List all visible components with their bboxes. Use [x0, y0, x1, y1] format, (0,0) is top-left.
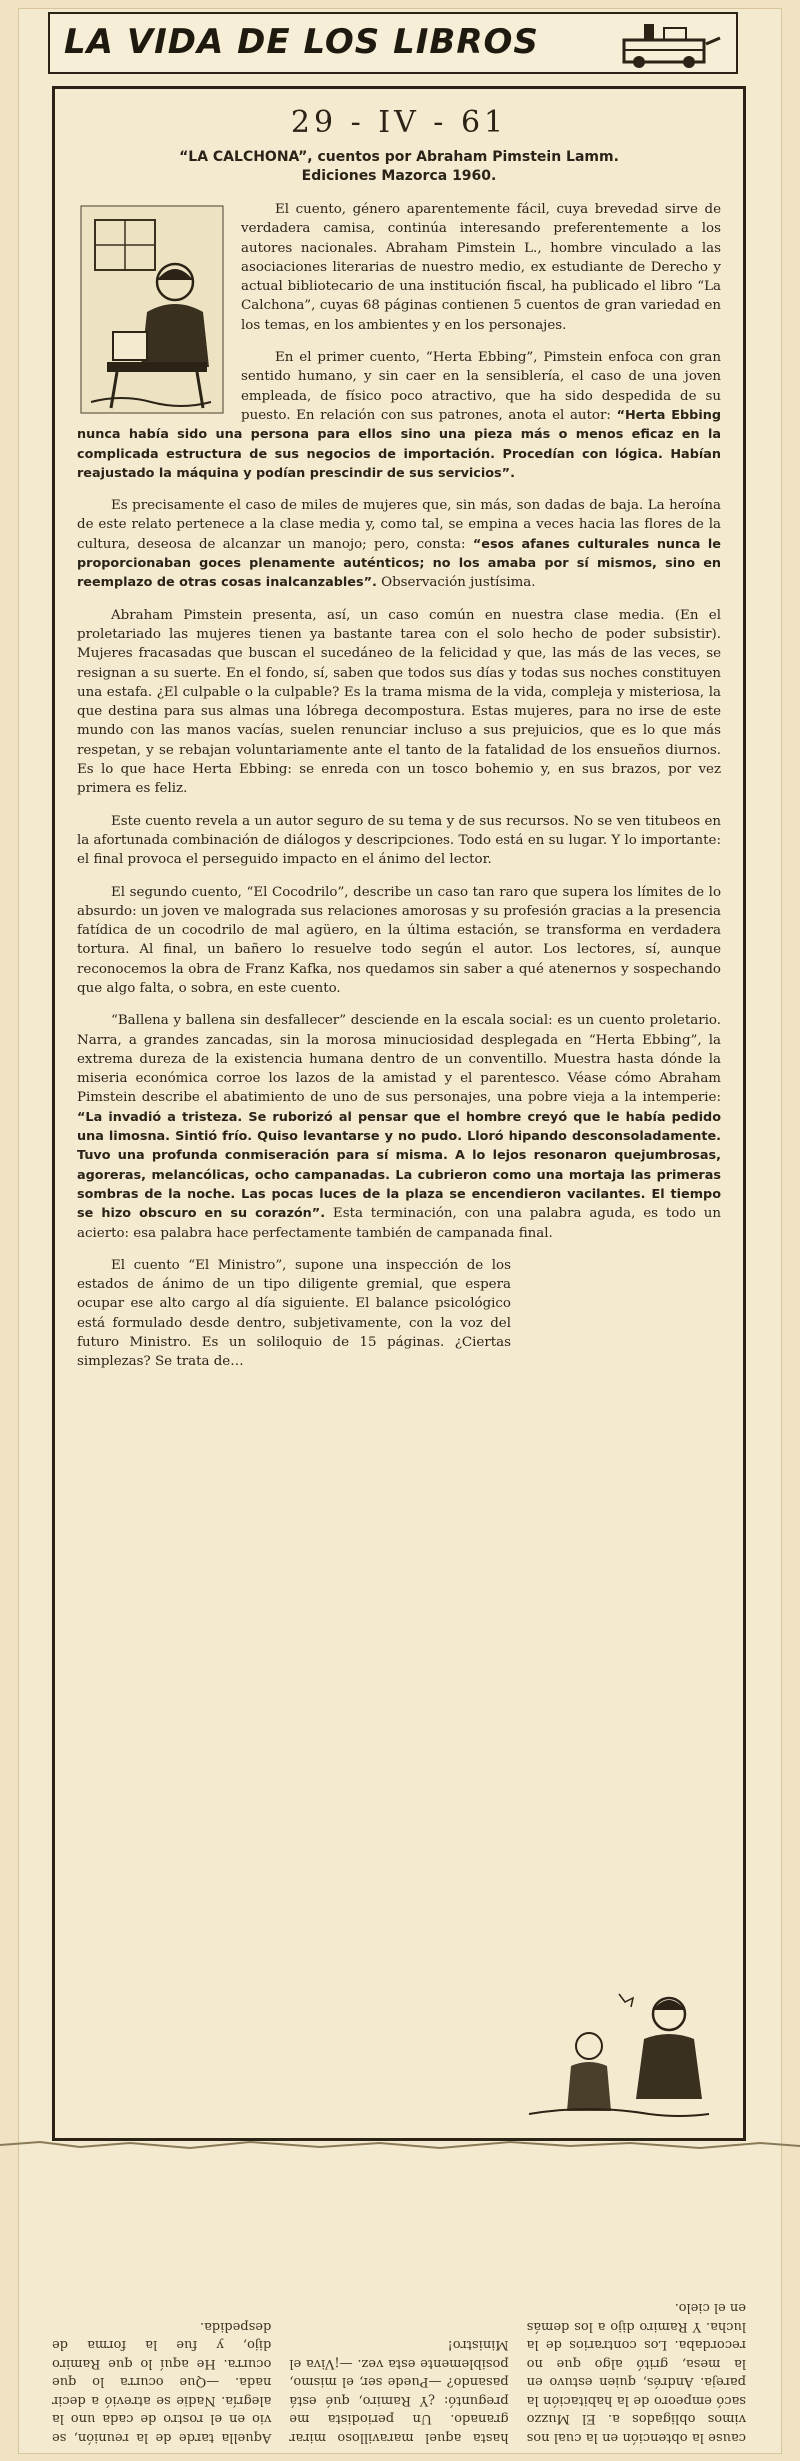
heading-line-1: “LA CALCHONA”, cuentos por Abraham Pimstein Lamm. — [179, 149, 619, 165]
heading-line-2: Ediciones Mazorca 1960. — [301, 168, 497, 184]
paragraph-6: El segundo cuento, “El Cocodrilo”, describe un caso tan raro que supera los límites de lo absurdo: un joven ve malograda sus relaciones amorosas y su profesión gracias a la presencia fatídica de un cocodrilo de mal agüero, en la última estación, se transforma en verdadera tortura. Al final, un bañero lo resuelve todo según el autor. Los lectores, sí, aunque reconocemos la obra de Franz Kafka, nos quedamos sin saber a qué atenernos y sospechando que algo falta, o sobra, en este cuento. — [77, 884, 721, 996]
article-date: 29 - IV - 61 — [290, 105, 508, 140]
figures-sketch-illustration — [519, 1984, 719, 2124]
paragraph-3 — [77, 496, 721, 592]
article-heading — [77, 148, 721, 186]
paragraph-7-quote: “La invadió a tristeza. Se ruborizó al pensar que el hombre creyó que le había pedido una limosna. Sintió frío. Quiso levantarse y no pudo. Lloró hipando desconsoladamente. Tuvo una profunda conmiseración para sí misma. A lo lejos resonaron quejumbrosas, agoreras, melancólicas, ocho campanadas. La cubrieron como una mortaja las primeras sombras de la noche. Las pocas luces de la plaza se encendieron vacilantes. El tiempo se hizo obscuro en su corazón”. — [77, 1109, 721, 1222]
masthead-title: LA VIDA DE LOS LIBROS — [64, 22, 539, 62]
article-frame — [52, 86, 746, 2141]
paragraph-8: El cuento “El Ministro”, supone una inspección de los estados de ánimo de un tipo diligente gremial, que espera ocupar ese alto cargo al día siguiente. El balance psicológico está formulado desde dentro, subjetivamente, con la voz del futuro Ministro. Es un soliloquio de 15 páginas. ¿Ciertas simplezas? Se trata de… — [77, 1257, 511, 1370]
author-sketch-illustration — [77, 202, 227, 417]
paragraph-1: El cuento, género aparentemente fácil, cuya brevedad sirve de verdadera camisa, continúa interesando preferentemente a los autores nacionales. Abraham Pimstein L., hombre vinculado a las asociaciones literarias de nuestro medio, ex estudiante de Derecho y actual bibliotecario de una institución fiscal, ha publicado el libro “La Calchona”, cuyas 68 páginas contienen 5 cuentos de gran variedad en los temas, en los ambientes y en los personajes. — [241, 202, 721, 333]
overleaf-upside-down-text — [52, 2146, 746, 2446]
overleaf-column-1: cause la obtención en la cual nos vimos obligados a. El Muzzo sacó empeoro de la habitación la pareja. Andrés, quien estuvo en la mesa, gritó algo que no recordaba. Los contrarios de la lucha. Y Ramiro dijo a los demás en el cielo. — [526, 2300, 746, 2445]
overleaf-column-2: hasta aquel maravilloso mirar granado. Un periodista me preguntó: ¿Y Ramiro, qué está pasando? —Puede ser, el mismo, posiblemente esta vez. —¡Viva el Ministro! — [289, 2337, 509, 2445]
paragraph-7-end: Esta terminación, con una palabra aguda, es todo un acierto: esa palabra hace perfectamente también de campanada final. — [77, 1206, 721, 1241]
paragraph-2-text: En el primer cuento, “Herta Ebbing”, Pimstein enfoca con gran sentido humano, y sin caer en la sensiblería, el caso de una joven empleada, de físico poco atractivo, que ha sido despedida de su puesto. En relación con sus patrones, anota el autor: — [241, 350, 721, 423]
paragraph-5: Este cuento revela a un autor seguro de su tema y de sus recursos. No se ven titubeos en la afortunada combinación de diálogos y descripciones. Todo está en su lugar. Y lo importante: el final provoca el perseguido impacto en el ánimo del lector. — [77, 813, 721, 868]
paragraph-7 — [77, 1011, 721, 1243]
paragraph-2-quote: “Herta Ebbing nunca había sido una persona para ellos sino una pieza más o menos eficaz en la complicada estructura de sus negocios de importación. Procedían con lógica. Habían reajustado la máquina y podían prescindir de sus servicios”. — [77, 407, 721, 481]
printing-press-icon — [614, 20, 724, 70]
paragraph-3-text: Es precisamente el caso de miles de mujeres que, sin más, son dadas de baja. La heroína de este relato pertenece a la clase media y, como tal, se empina a veces hacia las flores de la cultura, deseosa de alcanzar un manojo; pero, consta: — [77, 498, 721, 552]
paragraph-3-quote: “esos afanes culturales nunca le proporcionaban goces plenamente auténticos; no los amaba por sí mismos, sino en reemplazo de otras cosas inalcanzables”. — [77, 536, 721, 591]
masthead — [48, 12, 738, 74]
paragraph-7-text: “Ballena y ballena sin desfallecer” desciende en la escala social: es un cuento proletario. Narra, a grandes zancadas, sin la morosa minuciosidad desplegada en “Herta Ebbing”, la extrema dureza de la existencia humana dentro de un conventillo. Muestra hasta dónde la miseria económica corroe los lazos de la amistad y el parentesco. Véase cómo Abraham Pimstein describe el abatimiento de uno de sus personajes, una pobre vieja a la intemperie: — [77, 1013, 721, 1106]
paragraph-4: Abraham Pimstein presenta, así, un caso común en nuestra clase media. (En el proletariado las mujeres tienen ya bastante tarea con el solo hecho de poder subsistir). Mujeres fracasadas que buscan el sucedáneo de la felicidad y que, las más de las veces, se resignan a su suerte. En el fondo, sí, saben que todos sus días y todas sus noches constituyen una estafa. ¿El culpable o la culpable? Es la trama misma de la vida, compleja y misteriosa, la que destina para sus almas una lóbrega decompostura. Estas mujeres, para no irse de este mundo con las manos vacías, suelen renunciar incluso a sus prejuicios, que es lo que más respetan, y se rebajan voluntariamente ante el tanto de la fatalidad de los ensueños diurnos. Es lo que hace Herta Ebbing: se enreda con un tosco bohemio y, en sus brazos, por vez primera es feliz. — [77, 607, 721, 797]
paragraph-3-end: Observación justísima. — [381, 575, 536, 591]
overleaf-column-3: Aquella tarde de la reunión, se vio en el rostro de cada uno la alegría. Nadie se atrevió a decir nada. —Que ocurra lo que ocurra. He aquí lo que Ramiro dijo, y fue la forma de despedida. — [52, 2319, 272, 2445]
